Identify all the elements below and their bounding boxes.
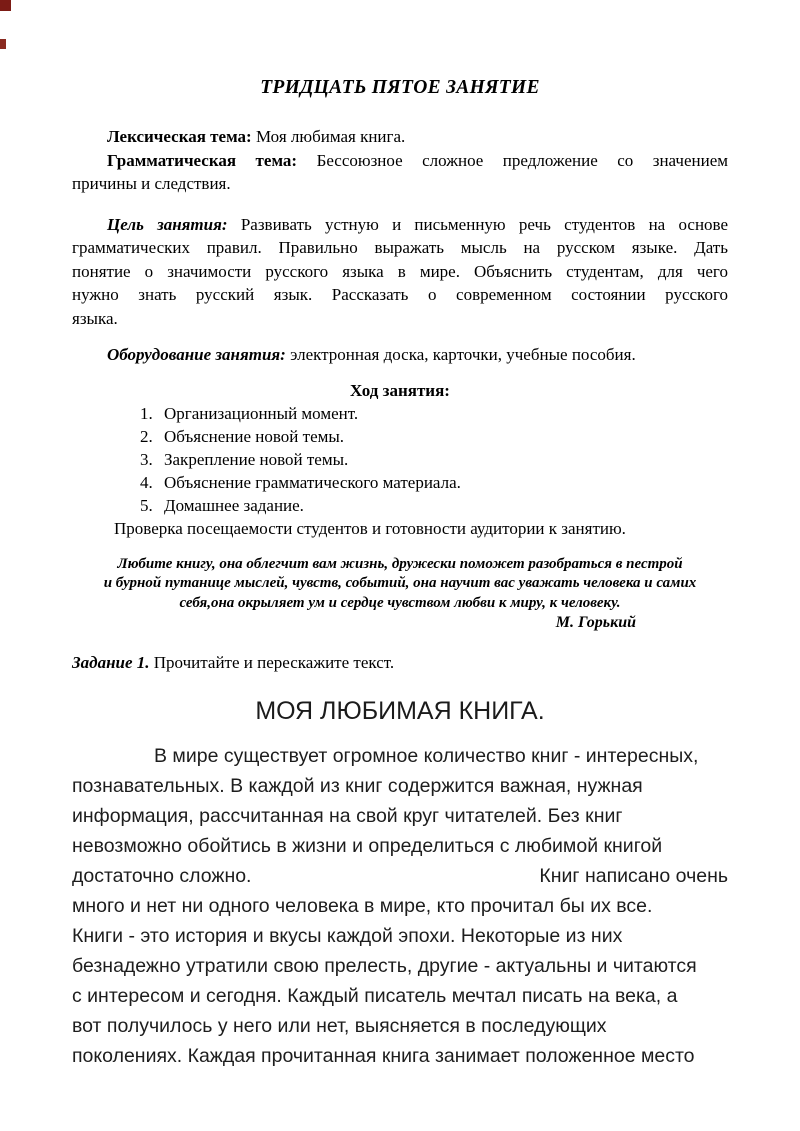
scan-artifact-mark — [0, 0, 11, 11]
plan-item-text: Объяснение новой темы. — [164, 427, 345, 446]
plan-item — [72, 402, 728, 425]
essay-gap-left: достаточно сложно. — [72, 864, 252, 887]
equipment-paragraph — [72, 343, 728, 367]
theme-grammar-line2: причины и следствия. — [72, 174, 231, 193]
essay-line: вот получилось у него или нет, выясняется в последующих — [72, 1014, 607, 1037]
plan-item-number: 4. — [140, 473, 153, 492]
plan-heading: Ход занятия: — [350, 380, 450, 400]
goal-line3: понятие о значимости русского языка в мире. Объяснить студентам, для чего — [72, 261, 728, 281]
goal-label: Цель занятия: — [107, 214, 228, 234]
plan-item-text: Закрепление новой темы. — [164, 450, 349, 469]
goal-line1-text: Развивать устную и письменную речь студентов на основе — [240, 214, 729, 234]
plan-item-text: Организационный момент. — [164, 404, 359, 423]
essay-section — [72, 695, 728, 1071]
essay-line: с интересом и сегодня. Каждый писатель мечтал писать на века, а — [72, 984, 678, 1007]
goal-line4: нужно знать русский язык. Рассказать о современном состоянии русского — [72, 285, 728, 304]
equipment-text: электронная доска, карточки, учебные пособия. — [290, 345, 636, 364]
plan-item-number: 2. — [140, 427, 153, 446]
plan-item-number: 5. — [140, 496, 153, 515]
essay-line: В мире существует огромное количество книг - интересных, — [154, 744, 699, 767]
goal-paragraph — [72, 213, 728, 331]
essay-line: поколениях. Каждая прочитанная книга занимает положенное место — [72, 1044, 695, 1067]
plan-item — [72, 471, 728, 494]
essay-line: Книги - это история и вкусы каждой эпохи. Некоторые из них — [72, 924, 623, 947]
scan-artifact-mark — [0, 39, 6, 49]
plan-list — [72, 402, 728, 517]
plan-item — [72, 448, 728, 471]
epigraph-line: и бурной путанице мыслей, чувств, событий, она научит вас уважать человека и самих — [103, 575, 697, 591]
task-text: Прочитайте и перескажите текст. — [153, 653, 395, 672]
themes-block — [72, 125, 728, 196]
essay-line: много и нет ни одного человека в мире, кто прочитал бы их все. — [72, 894, 653, 917]
goal-line1 — [72, 213, 728, 237]
theme-lexical-label: Лексическая тема: — [107, 127, 252, 146]
essay-line: безнадежно утратили свою прелесть, другие - актуальны и читаются — [72, 954, 697, 977]
essay-line: невозможно обойтись в жизни и определиться с любимой книгой — [72, 834, 663, 857]
epigraph-line: себя,она окрыляет ум и сердце чувством любви к миру, к человеку. — [179, 594, 621, 611]
epigraph-line: Любите книгу, она облегчит вам жизнь, дружески поможет разобраться в пестрой — [117, 555, 683, 572]
plan-item-text: Домашнее задание. — [164, 496, 304, 515]
task-label: Задание 1. — [72, 653, 150, 672]
essay-line-with-gap — [72, 861, 728, 891]
theme-lexical — [72, 125, 728, 149]
essay-line: познавательных. В каждой из книг содержится важная, нужная — [72, 774, 643, 797]
theme-grammar-label: Грамматическая тема: — [107, 150, 298, 170]
plan-item-number: 3. — [140, 450, 153, 469]
essay-paragraph — [72, 741, 728, 1071]
task-line — [72, 651, 728, 675]
theme-grammar-text: Бессоюзное сложное предложение со значением — [316, 150, 729, 170]
plan-item — [72, 425, 728, 448]
goal-line2: грамматических правил. Правильно выражать мысль на русском языке. Дать — [72, 238, 728, 257]
essay-title: МОЯ ЛЮБИМАЯ КНИГА. — [255, 696, 545, 725]
equipment-label: Оборудование занятия: — [107, 345, 286, 364]
epigraph — [72, 555, 728, 634]
plan-item-number: 1. — [140, 404, 153, 423]
lesson-title: ТРИДЦАТЬ ПЯТОЕ ЗАНЯТИЕ — [260, 77, 540, 98]
theme-lexical-text: Моя любимая книга. — [255, 127, 406, 146]
essay-gap-right: Книг написано очень — [539, 864, 728, 887]
attendance-note: Проверка посещаемости студентов и готовности аудитории к занятию. — [114, 519, 626, 538]
theme-grammar-line1 — [72, 149, 728, 173]
essay-line: информация, рассчитанная на свой круг читателей. Без книг — [72, 804, 623, 827]
plan-item-text: Объяснение грамматического материала. — [164, 473, 461, 492]
goal-line5: языка. — [72, 308, 118, 328]
plan-item — [72, 494, 728, 517]
epigraph-author: М. Горький — [555, 614, 636, 631]
